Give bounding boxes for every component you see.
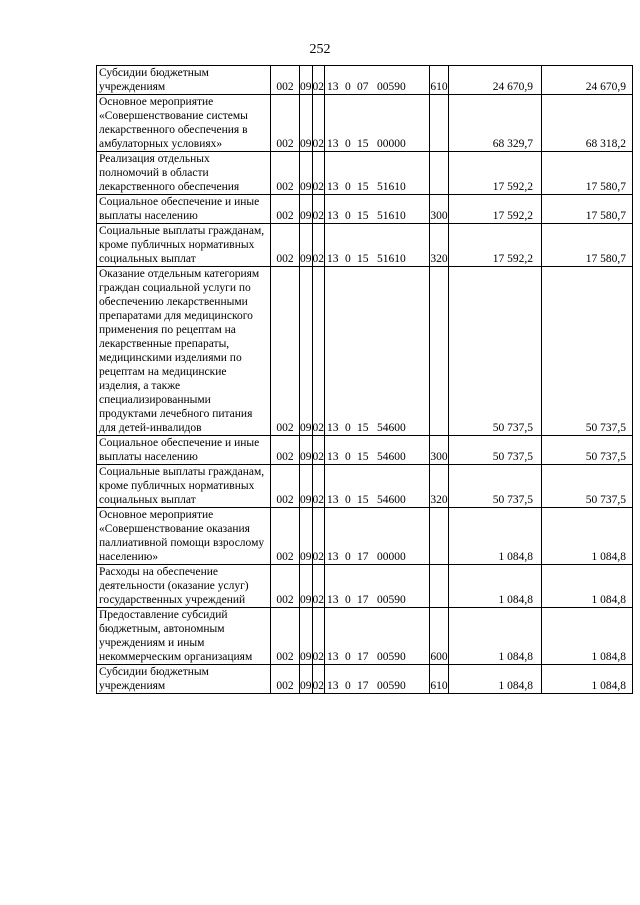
target-article-part: 15 xyxy=(357,451,369,463)
target-article-part: 0 xyxy=(345,494,351,506)
target-article-part: 13 xyxy=(327,422,339,434)
row-name-cell: Предоставление субсидий бюджетным, автономным учреждениям и иным некоммерческим организациям xyxy=(97,608,271,665)
amount-approved-cell: 17 592,2 xyxy=(449,152,542,195)
amount-approved-cell: 68 329,7 xyxy=(449,95,542,152)
target-article-cell xyxy=(325,565,430,608)
expense-type-cell: 610 xyxy=(430,66,449,95)
target-article-cell xyxy=(325,267,430,436)
target-article-cell xyxy=(325,665,430,694)
section-code-cell: 09 xyxy=(300,66,313,95)
expense-type-cell: 300 xyxy=(430,436,449,465)
row-name-cell: Социальное обеспечение и иные выплаты населению xyxy=(97,195,271,224)
table-row xyxy=(97,508,633,565)
target-article-part: 13 xyxy=(327,81,339,93)
section-code-cell: 09 xyxy=(300,267,313,436)
target-article-cell xyxy=(325,152,430,195)
target-article-part: 0 xyxy=(345,422,351,434)
ministry-code-cell: 002 xyxy=(271,224,300,267)
amount-executed-cell: 68 318,2 xyxy=(542,95,633,152)
ministry-code-cell: 002 xyxy=(271,465,300,508)
amount-approved-cell: 1 084,8 xyxy=(449,508,542,565)
target-article-cell xyxy=(325,436,430,465)
subsection-code-cell: 02 xyxy=(312,465,325,508)
row-name-cell: Реализация отдельных полномочий в области лекарственного обеспечения xyxy=(97,152,271,195)
target-article-part: 07 xyxy=(357,81,369,93)
target-article-part: 17 xyxy=(357,651,369,663)
subsection-code-cell: 02 xyxy=(312,665,325,694)
target-article-part: 0 xyxy=(345,138,351,150)
target-article-part: 0 xyxy=(345,210,351,222)
target-article-part: 13 xyxy=(327,651,339,663)
expense-type-cell: 610 xyxy=(430,665,449,694)
target-article-part: 13 xyxy=(327,181,339,193)
expense-type-cell: 300 xyxy=(430,195,449,224)
expense-type-cell xyxy=(430,508,449,565)
table-row xyxy=(97,224,633,267)
target-article-part: 15 xyxy=(357,422,369,434)
target-article-part: 54600 xyxy=(377,494,406,506)
section-code-cell: 09 xyxy=(300,224,313,267)
expense-type-cell xyxy=(430,95,449,152)
table-row xyxy=(97,267,633,436)
target-article-part: 54600 xyxy=(377,451,406,463)
target-article-part: 15 xyxy=(357,138,369,150)
target-article-part: 51610 xyxy=(377,210,406,222)
target-article-part: 15 xyxy=(357,181,369,193)
section-code-cell: 09 xyxy=(300,465,313,508)
target-article-part: 0 xyxy=(345,551,351,563)
expense-type-cell xyxy=(430,152,449,195)
table-row xyxy=(97,465,633,508)
ministry-code-cell: 002 xyxy=(271,95,300,152)
amount-executed-cell: 50 737,5 xyxy=(542,267,633,436)
amount-executed-cell: 1 084,8 xyxy=(542,608,633,665)
amount-executed-cell: 50 737,5 xyxy=(542,436,633,465)
section-code-cell: 09 xyxy=(300,508,313,565)
amount-approved-cell: 50 737,5 xyxy=(449,267,542,436)
ministry-code-cell: 002 xyxy=(271,195,300,224)
expense-type-cell xyxy=(430,565,449,608)
target-article-part: 00590 xyxy=(377,680,406,692)
target-article-part: 13 xyxy=(327,210,339,222)
target-article-part: 17 xyxy=(357,680,369,692)
expense-type-cell: 320 xyxy=(430,465,449,508)
target-article-cell xyxy=(325,224,430,267)
target-article-part: 00000 xyxy=(377,551,406,563)
expense-type-cell: 600 xyxy=(430,608,449,665)
expense-type-cell xyxy=(430,267,449,436)
subsection-code-cell: 02 xyxy=(312,267,325,436)
ministry-code-cell: 002 xyxy=(271,436,300,465)
page-number: 252 xyxy=(309,42,331,57)
target-article-part: 0 xyxy=(345,680,351,692)
section-code-cell: 09 xyxy=(300,665,313,694)
table-row xyxy=(97,608,633,665)
target-article-part: 00590 xyxy=(377,594,406,606)
table-row xyxy=(97,436,633,465)
amount-executed-cell: 17 580,7 xyxy=(542,224,633,267)
amount-approved-cell: 1 084,8 xyxy=(449,665,542,694)
budget-table-body xyxy=(97,66,633,694)
target-article-cell xyxy=(325,465,430,508)
section-code-cell: 09 xyxy=(300,195,313,224)
amount-approved-cell: 17 592,2 xyxy=(449,224,542,267)
target-article-part: 0 xyxy=(345,451,351,463)
target-article-cell xyxy=(325,195,430,224)
amount-executed-cell: 17 580,7 xyxy=(542,152,633,195)
row-name-cell: Субсидии бюджетным учреждениям xyxy=(97,665,271,694)
target-article-part: 0 xyxy=(345,253,351,265)
row-name-cell: Основное мероприятие «Совершенствование оказания паллиативной помощи взрослому населению» xyxy=(97,508,271,565)
target-article-cell xyxy=(325,66,430,95)
target-article-part: 0 xyxy=(345,594,351,606)
ministry-code-cell: 002 xyxy=(271,665,300,694)
ministry-code-cell: 002 xyxy=(271,565,300,608)
ministry-code-cell: 002 xyxy=(271,152,300,195)
target-article-cell xyxy=(325,95,430,152)
target-article-part: 13 xyxy=(327,451,339,463)
section-code-cell: 09 xyxy=(300,152,313,195)
table-row xyxy=(97,66,633,95)
amount-approved-cell: 1 084,8 xyxy=(449,565,542,608)
target-article-part: 51610 xyxy=(377,253,406,265)
expense-type-cell: 320 xyxy=(430,224,449,267)
amount-approved-cell: 17 592,2 xyxy=(449,195,542,224)
target-article-part: 00590 xyxy=(377,651,406,663)
target-article-part: 13 xyxy=(327,594,339,606)
subsection-code-cell: 02 xyxy=(312,436,325,465)
target-article-part: 51610 xyxy=(377,181,406,193)
target-article-part: 0 xyxy=(345,651,351,663)
subsection-code-cell: 02 xyxy=(312,195,325,224)
table-row xyxy=(97,152,633,195)
row-name-cell: Социальные выплаты гражданам, кроме публичных нормативных социальных выплат xyxy=(97,224,271,267)
subsection-code-cell: 02 xyxy=(312,95,325,152)
section-code-cell: 09 xyxy=(300,608,313,665)
target-article-part: 13 xyxy=(327,551,339,563)
amount-executed-cell: 1 084,8 xyxy=(542,508,633,565)
subsection-code-cell: 02 xyxy=(312,152,325,195)
subsection-code-cell: 02 xyxy=(312,224,325,267)
row-name-cell: Основное мероприятие «Совершенствование системы лекарственного обеспечения в амбулаторных условиях» xyxy=(97,95,271,152)
table-row xyxy=(97,565,633,608)
amount-executed-cell: 24 670,9 xyxy=(542,66,633,95)
row-name-cell: Социальное обеспечение и иные выплаты населению xyxy=(97,436,271,465)
section-code-cell: 09 xyxy=(300,565,313,608)
target-article-part: 15 xyxy=(357,210,369,222)
budget-table xyxy=(96,65,633,694)
section-code-cell: 09 xyxy=(300,95,313,152)
amount-executed-cell: 50 737,5 xyxy=(542,465,633,508)
table-row xyxy=(97,665,633,694)
table-row xyxy=(97,95,633,152)
target-article-part: 13 xyxy=(327,680,339,692)
amount-approved-cell: 24 670,9 xyxy=(449,66,542,95)
amount-executed-cell: 1 084,8 xyxy=(542,665,633,694)
ministry-code-cell: 002 xyxy=(271,608,300,665)
target-article-part: 00000 xyxy=(377,138,406,150)
target-article-part: 0 xyxy=(345,181,351,193)
amount-executed-cell: 17 580,7 xyxy=(542,195,633,224)
subsection-code-cell: 02 xyxy=(312,608,325,665)
amount-approved-cell: 50 737,5 xyxy=(449,465,542,508)
row-name-cell: Расходы на обеспечение деятельности (оказание услуг) государственных учреждений xyxy=(97,565,271,608)
target-article-part: 15 xyxy=(357,253,369,265)
amount-approved-cell: 50 737,5 xyxy=(449,436,542,465)
target-article-part: 17 xyxy=(357,594,369,606)
ministry-code-cell: 002 xyxy=(271,66,300,95)
target-article-part: 17 xyxy=(357,551,369,563)
subsection-code-cell: 02 xyxy=(312,66,325,95)
target-article-part: 54600 xyxy=(377,422,406,434)
row-name-cell: Оказание отдельным категориям граждан социальной услуги по обеспечению лекарственными препаратами для медицинского применения по рецептам на лекарственные препараты, медицинскими изделиями по рецептам на медицинские изделия, а также специализированными продуктами лечебного питания для детей-инвалидов xyxy=(97,267,271,436)
target-article-cell xyxy=(325,608,430,665)
row-name-cell: Субсидии бюджетным учреждениям xyxy=(97,66,271,95)
ministry-code-cell: 002 xyxy=(271,267,300,436)
target-article-part: 00590 xyxy=(377,81,406,93)
section-code-cell: 09 xyxy=(300,436,313,465)
amount-executed-cell: 1 084,8 xyxy=(542,565,633,608)
target-article-part: 13 xyxy=(327,494,339,506)
target-article-part: 13 xyxy=(327,138,339,150)
target-article-cell xyxy=(325,508,430,565)
table-row xyxy=(97,195,633,224)
target-article-part: 13 xyxy=(327,253,339,265)
subsection-code-cell: 02 xyxy=(312,508,325,565)
row-name-cell: Социальные выплаты гражданам, кроме публичных нормативных социальных выплат xyxy=(97,465,271,508)
target-article-part: 0 xyxy=(345,81,351,93)
amount-approved-cell: 1 084,8 xyxy=(449,608,542,665)
target-article-part: 15 xyxy=(357,494,369,506)
subsection-code-cell: 02 xyxy=(312,565,325,608)
ministry-code-cell: 002 xyxy=(271,508,300,565)
